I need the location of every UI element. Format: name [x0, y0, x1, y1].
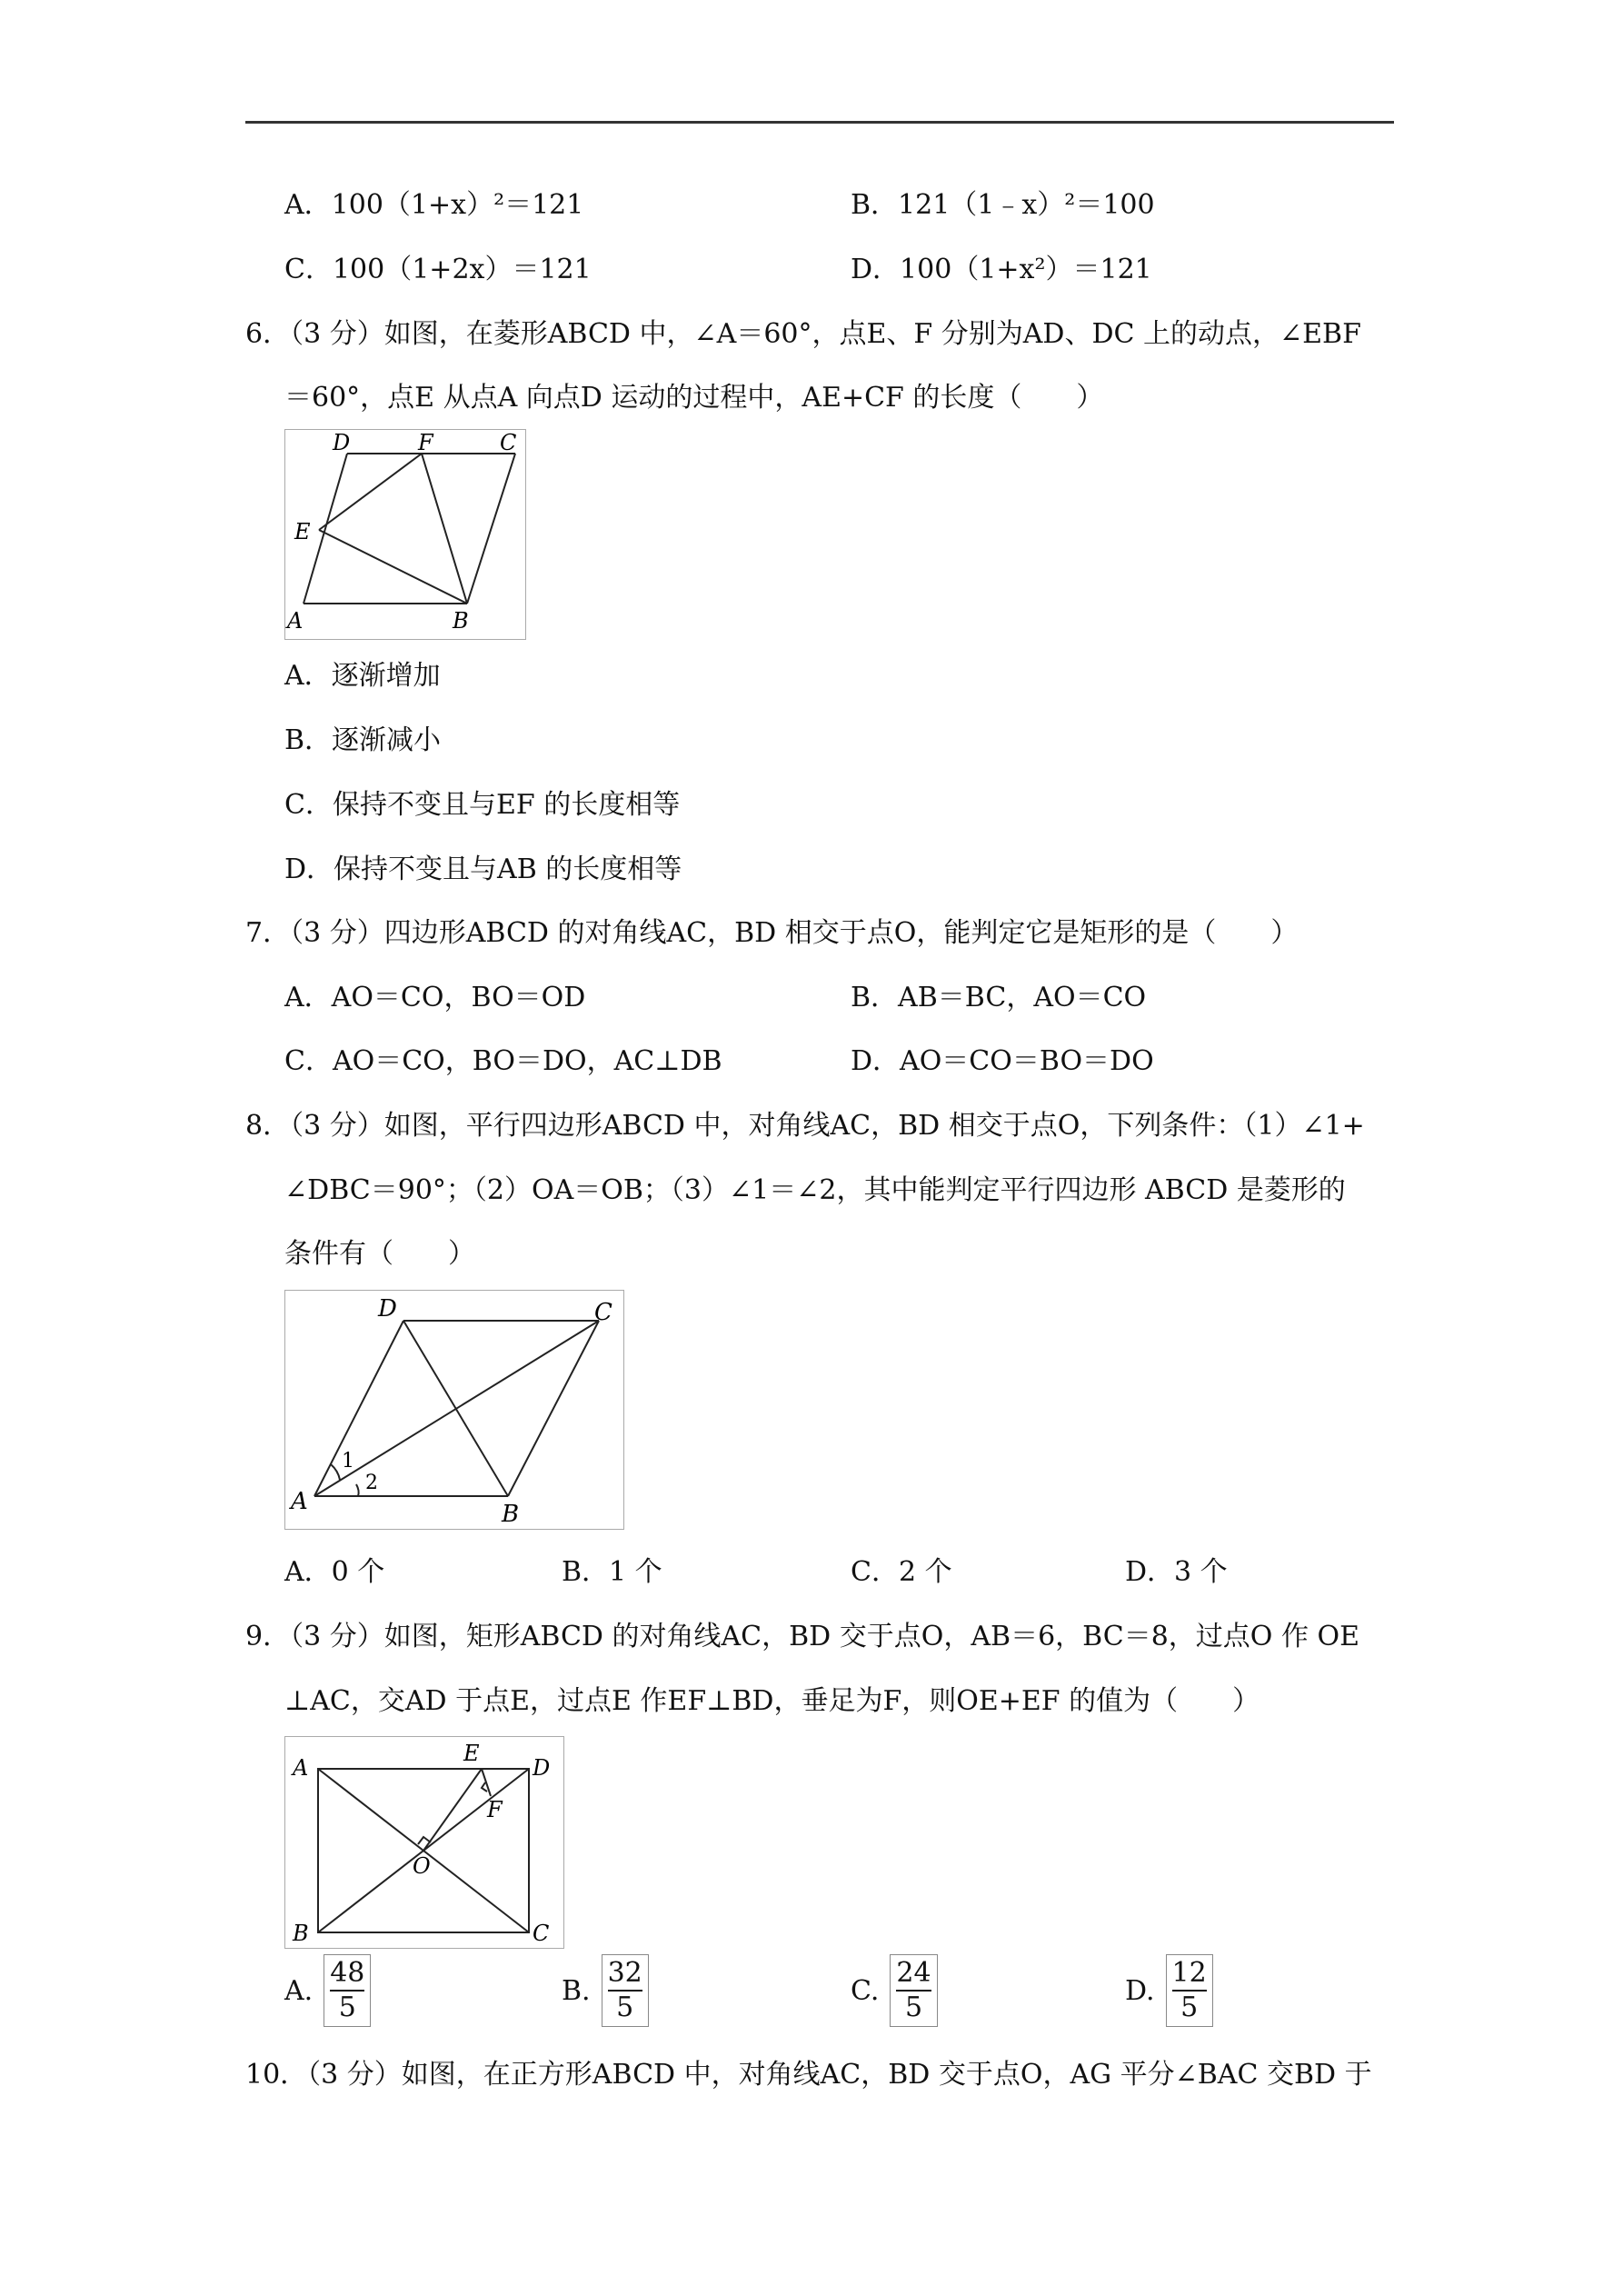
q5-option-b: B．121（1﹣x）²＝100	[851, 189, 1155, 221]
q9-option-d-fraction	[1166, 1954, 1213, 2027]
q5-option-c: C．100（1+2x）＝121	[284, 254, 592, 285]
q9-text-line1: 9．（3 分）如图，矩形ABCD 的对角线AC，BD 交于点O，AB＝6，BC＝8，过点O 作 OE	[245, 1621, 1359, 1652]
q9-option-d-label: D.	[1125, 1974, 1155, 2007]
q6-label-d: D	[333, 430, 351, 455]
q8-label-b: B	[502, 1501, 520, 1528]
q6-option-b: B．逐渐减小	[284, 724, 442, 756]
q5-option-d: D．100（1+x²）＝121	[851, 254, 1152, 285]
q6-option-c: C．保持不变且与EF 的长度相等	[284, 789, 681, 821]
q8-label-a: A	[291, 1488, 308, 1515]
q8-label-angle2: 2	[365, 1472, 378, 1494]
q6-label-b: B	[453, 608, 469, 634]
fraction-numerator: 12	[1172, 1957, 1207, 1992]
q9-label-f: F	[487, 1797, 503, 1822]
q8-option-b: B．1 个	[562, 1556, 662, 1588]
q6-text-line1: 6．（3 分）如图，在菱形ABCD 中，∠A＝60°，点E、F 分别为AD、DC 上的动点，∠EBF	[245, 318, 1361, 350]
q8-text-line1: 8．（3 分）如图，平行四边形ABCD 中，对角线AC，BD 相交于点O，下列条件：（1）∠1+	[245, 1110, 1365, 1142]
q10-text-line1: 10．（3 分）如图，在正方形ABCD 中，对角线AC，BD 交于点O，AG 平分∠BAC 交BD 于	[245, 2059, 1372, 2091]
fraction-denominator: 5	[616, 1992, 634, 2023]
q9-label-d: D	[533, 1755, 551, 1781]
q8-option-a: A．0 个	[284, 1556, 385, 1588]
q9-label-a: A	[293, 1755, 309, 1781]
q9-figure	[284, 1736, 564, 1949]
q7-option-a: A．AO＝CO，BO＝OD	[284, 982, 586, 1013]
q7-text-line1: 7．（3 分）四边形ABCD 的对角线AC，BD 相交于点O，能判定它是矩形的是（ ）	[245, 917, 1299, 949]
q9-option-a-fraction	[324, 1954, 371, 2027]
q9-option-b-fraction	[602, 1954, 649, 2027]
q9-option-c	[851, 1952, 938, 2029]
q6-label-a: A	[287, 608, 304, 634]
fraction-numerator: 24	[896, 1957, 931, 1992]
q8-label-c: C	[594, 1299, 612, 1326]
q9-label-c: C	[533, 1921, 550, 1946]
q5-option-a: A．100（1+x）²＝121	[284, 189, 584, 221]
q9-option-b	[562, 1952, 649, 2029]
q6-figure	[284, 429, 526, 640]
fraction-denominator: 5	[1180, 1992, 1199, 2023]
q9-option-c-label: C.	[851, 1974, 880, 2007]
q8-text-line2: ∠DBC＝90°；（2）OA＝OB；（3）∠1＝∠2，其中能判定平行四边形 ABCD 是菱形的	[284, 1174, 1346, 1206]
q8-figure	[284, 1290, 624, 1530]
q9-label-o: O	[413, 1853, 431, 1879]
q6-label-f: F	[418, 430, 433, 455]
fraction-denominator: 5	[904, 1992, 923, 2023]
fraction-numerator: 48	[330, 1957, 364, 1992]
q7-option-d: D．AO＝CO＝BO＝DO	[851, 1045, 1154, 1077]
q9-option-d	[1125, 1952, 1213, 2029]
q9-option-a-label: A.	[284, 1974, 314, 2007]
q7-option-c: C．AO＝CO，BO＝DO，AC⊥DB	[284, 1045, 722, 1077]
q7-option-b: B．AB＝BC，AO＝CO	[851, 982, 1147, 1013]
q6-label-e: E	[294, 519, 311, 544]
q8-text-line3: 条件有（ ）	[284, 1238, 475, 1270]
q9-label-b: B	[293, 1921, 309, 1946]
q9-option-a	[284, 1952, 371, 2029]
q8-option-d: D．3 个	[1125, 1556, 1228, 1588]
q9-label-e: E	[463, 1741, 480, 1766]
q6-label-c: C	[500, 430, 517, 455]
fraction-denominator: 5	[338, 1992, 356, 2023]
q8-label-d: D	[378, 1295, 397, 1323]
q6-text-line2: ＝60°，点E 从点A 向点D 运动的过程中，AE+CF 的长度（ ）	[284, 382, 1104, 414]
q6-option-d: D．保持不变且与AB 的长度相等	[284, 854, 682, 885]
q6-option-a: A．逐渐增加	[284, 660, 441, 692]
fraction-numerator: 32	[608, 1957, 642, 1992]
q9-option-b-label: B.	[562, 1974, 591, 2007]
header-rule	[245, 121, 1394, 124]
q8-option-c: C．2 个	[851, 1556, 952, 1588]
q9-option-c-fraction	[890, 1954, 937, 2027]
q9-text-line2: ⊥AC，交AD 于点E，过点E 作EF⊥BD，垂足为F，则OE+EF 的值为（ ）	[284, 1685, 1260, 1717]
q8-label-angle1: 1	[342, 1450, 354, 1472]
